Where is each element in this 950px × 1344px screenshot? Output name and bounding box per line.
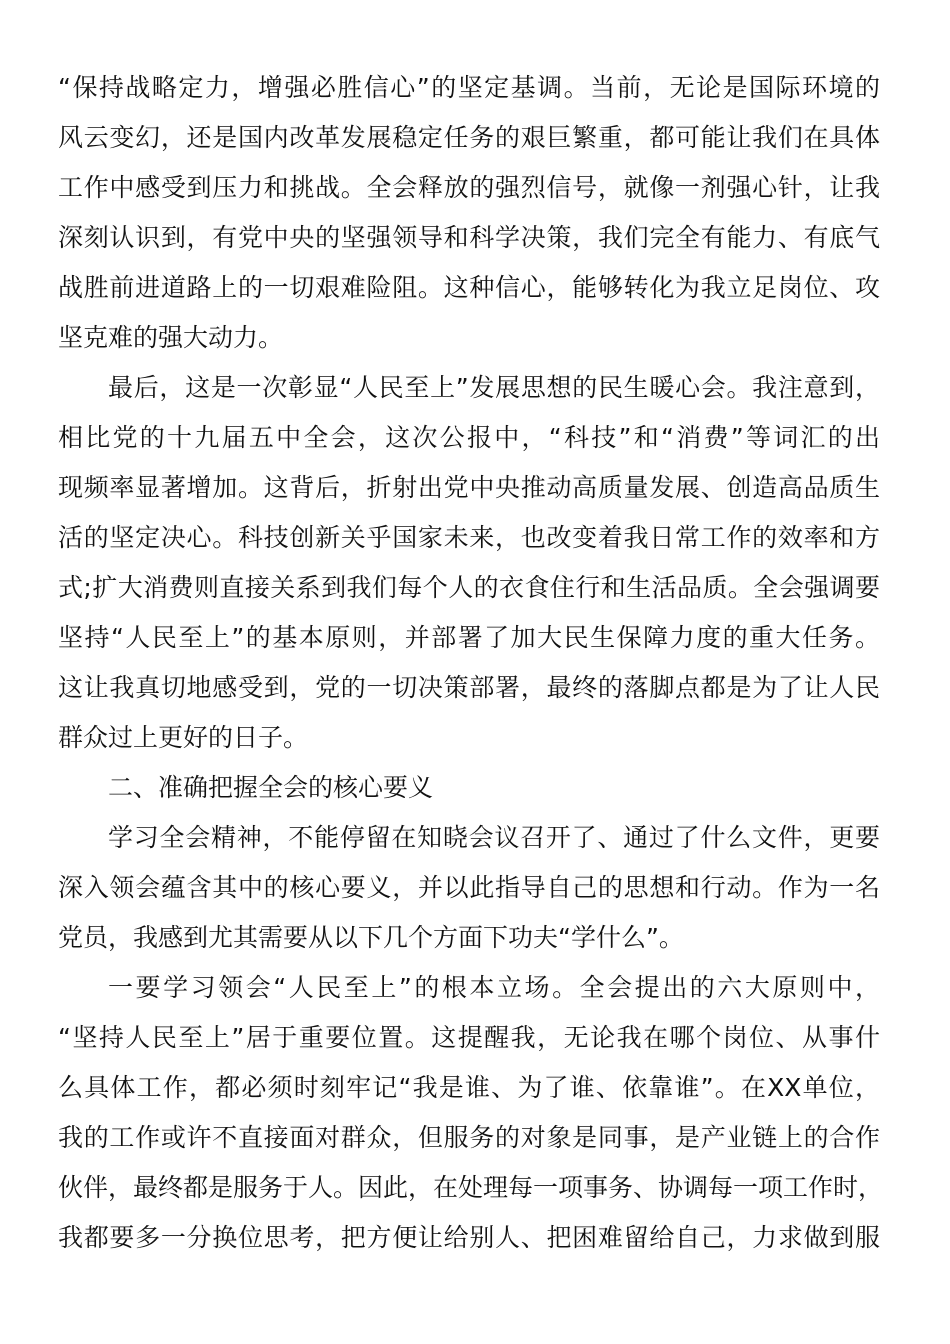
text-line: 风云变幻，还是国内改革发展稳定任务的艰巨繁重，都可能让我们在具体: [58, 123, 880, 152]
text-line: 么具体工作，都必须时刻牢记“我是谁、为了谁、依靠谁”。在XX单位，: [58, 1073, 880, 1102]
text-line: 活的坚定决心。科技创新关乎国家未来，也改变着我日常工作的效率和方: [58, 523, 880, 552]
text-line: 我都要多一分换位思考，把方便让给别人、把困难留给自己，力求做到服: [58, 1223, 880, 1252]
paragraph-start-line: 最后，这是一次彰显“人民至上”发展思想的民生暖心会。我注意到，: [108, 373, 880, 402]
text-line: 坚克难的强大动力。: [58, 323, 284, 352]
text-line: 党员，我感到尤其需要从以下几个方面下功夫“学什么”。: [58, 923, 684, 952]
paragraph-start-line: 一要学习领会“人民至上”的根本立场。全会提出的六大原则中，: [108, 973, 880, 1002]
text-line: 相比党的十九届五中全会，这次公报中，“科技”和“消费”等词汇的出: [58, 423, 880, 452]
text-line: 战胜前进道路上的一切艰难险阻。这种信心，能够转化为我立足岗位、攻: [58, 273, 880, 302]
text-line: “坚持人民至上”居于重要位置。这提醒我，无论我在哪个岗位、从事什: [58, 1023, 880, 1052]
text-line: 深入领会蕴含其中的核心要义，并以此指导自己的思想和行动。作为一名: [58, 873, 880, 902]
text-line: “保持战略定力，增强必胜信心”的坚定基调。当前，无论是国际环境的: [58, 73, 880, 102]
text-line: 工作中感受到压力和挑战。全会释放的强烈信号，就像一剂强心针，让我: [58, 173, 880, 202]
text-line: 伙伴，最终都是服务于人。因此，在处理每一项事务、协调每一项工作时，: [58, 1173, 884, 1202]
text-line: 这让我真切地感受到，党的一切决策部署，最终的落脚点都是为了让人民: [58, 673, 880, 702]
text-line: 深刻认识到，有党中央的坚强领导和科学决策，我们完全有能力、有底气: [58, 223, 880, 252]
text-line: 我的工作或许不直接面对群众，但服务的对象是同事，是产业链上的合作: [58, 1123, 880, 1152]
paragraph-start-line: 学习全会精神，不能停留在知晓会议召开了、通过了什么文件，更要: [108, 823, 880, 852]
section-heading: 二、准确把握全会的核心要义: [108, 773, 434, 802]
text-line: 式;扩大消费则直接关系到我们每个人的衣食住行和生活品质。全会强调要: [58, 573, 880, 602]
text-line: 坚持“人民至上”的基本原则，并部署了加大民生保障力度的重大任务。: [58, 623, 880, 652]
text-line: 群众过上更好的日子。: [58, 723, 309, 752]
text-line: 现频率显著增加。这背后，折射出党中央推动高质量发展、创造高品质生: [58, 473, 880, 502]
